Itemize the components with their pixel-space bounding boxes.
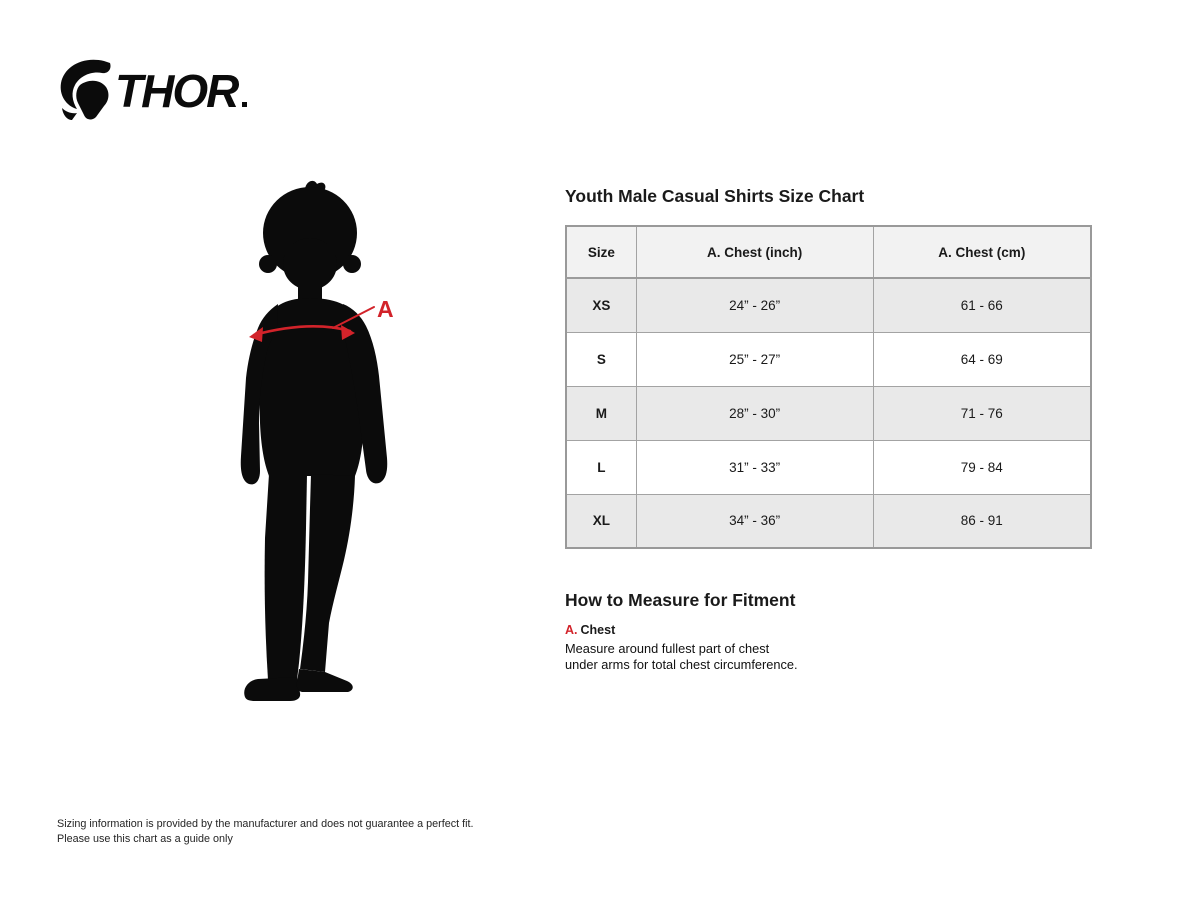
goat-head-icon bbox=[61, 60, 111, 120]
size-cell: L bbox=[566, 440, 636, 494]
chest-inch-cell: 28” - 30” bbox=[636, 386, 873, 440]
size-cell: XL bbox=[566, 494, 636, 548]
logo-trademark-dot bbox=[242, 102, 247, 107]
how-to-measure-title: How to Measure for Fitment bbox=[565, 590, 796, 610]
disclaimer bbox=[57, 817, 474, 846]
column-header-chest-cm: A. Chest (cm) bbox=[873, 226, 1091, 278]
measure-point-a-label: A bbox=[377, 296, 394, 322]
chest-cm-cell: 79 - 84 bbox=[873, 440, 1091, 494]
chest-inch-cell: 25” - 27” bbox=[636, 332, 873, 386]
size-chart-table bbox=[565, 225, 1092, 549]
chest-cm-cell: 64 - 69 bbox=[873, 332, 1091, 386]
thor-logo-svg bbox=[58, 56, 268, 122]
size-cell: S bbox=[566, 332, 636, 386]
chest-inch-cell: 34” - 36” bbox=[636, 494, 873, 548]
logo-wordmark: THOR bbox=[115, 65, 238, 117]
table-row bbox=[566, 332, 1091, 386]
measurement-figure bbox=[215, 178, 415, 708]
how-to-measure-section bbox=[565, 590, 1092, 672]
size-chart-title: Youth Male Casual Shirts Size Chart bbox=[565, 186, 865, 206]
chest-inch-cell: 24” - 26” bbox=[636, 278, 873, 332]
measure-item-key: A. bbox=[565, 623, 578, 637]
chest-inch-cell: 31” - 33” bbox=[636, 440, 873, 494]
table-row bbox=[566, 440, 1091, 494]
size-chart-section bbox=[565, 186, 1092, 672]
measure-item-label: Chest bbox=[580, 623, 616, 637]
chest-cm-cell: 61 - 66 bbox=[873, 278, 1091, 332]
disclaimer-line-1: Sizing information is provided by the manufacturer and does not guarantee a perfect fit. bbox=[57, 818, 474, 830]
measure-item-heading bbox=[565, 623, 1092, 637]
column-header-size: Size bbox=[566, 226, 636, 278]
table-header-row bbox=[566, 226, 1091, 278]
table-row bbox=[566, 494, 1091, 548]
brand-logo bbox=[58, 56, 268, 122]
size-cell: M bbox=[566, 386, 636, 440]
column-header-chest-inch: A. Chest (inch) bbox=[636, 226, 873, 278]
table-row bbox=[566, 278, 1091, 332]
size-cell: XS bbox=[566, 278, 636, 332]
measure-item-description: Measure around fullest part of chest under arms for total chest circumference. bbox=[565, 641, 798, 672]
table-row bbox=[566, 386, 1091, 440]
child-silhouette bbox=[241, 181, 387, 701]
disclaimer-line-2: Please use this chart as a guide only bbox=[57, 832, 233, 845]
child-silhouette-svg bbox=[215, 178, 415, 708]
chest-cm-cell: 86 - 91 bbox=[873, 494, 1091, 548]
chest-cm-cell: 71 - 76 bbox=[873, 386, 1091, 440]
